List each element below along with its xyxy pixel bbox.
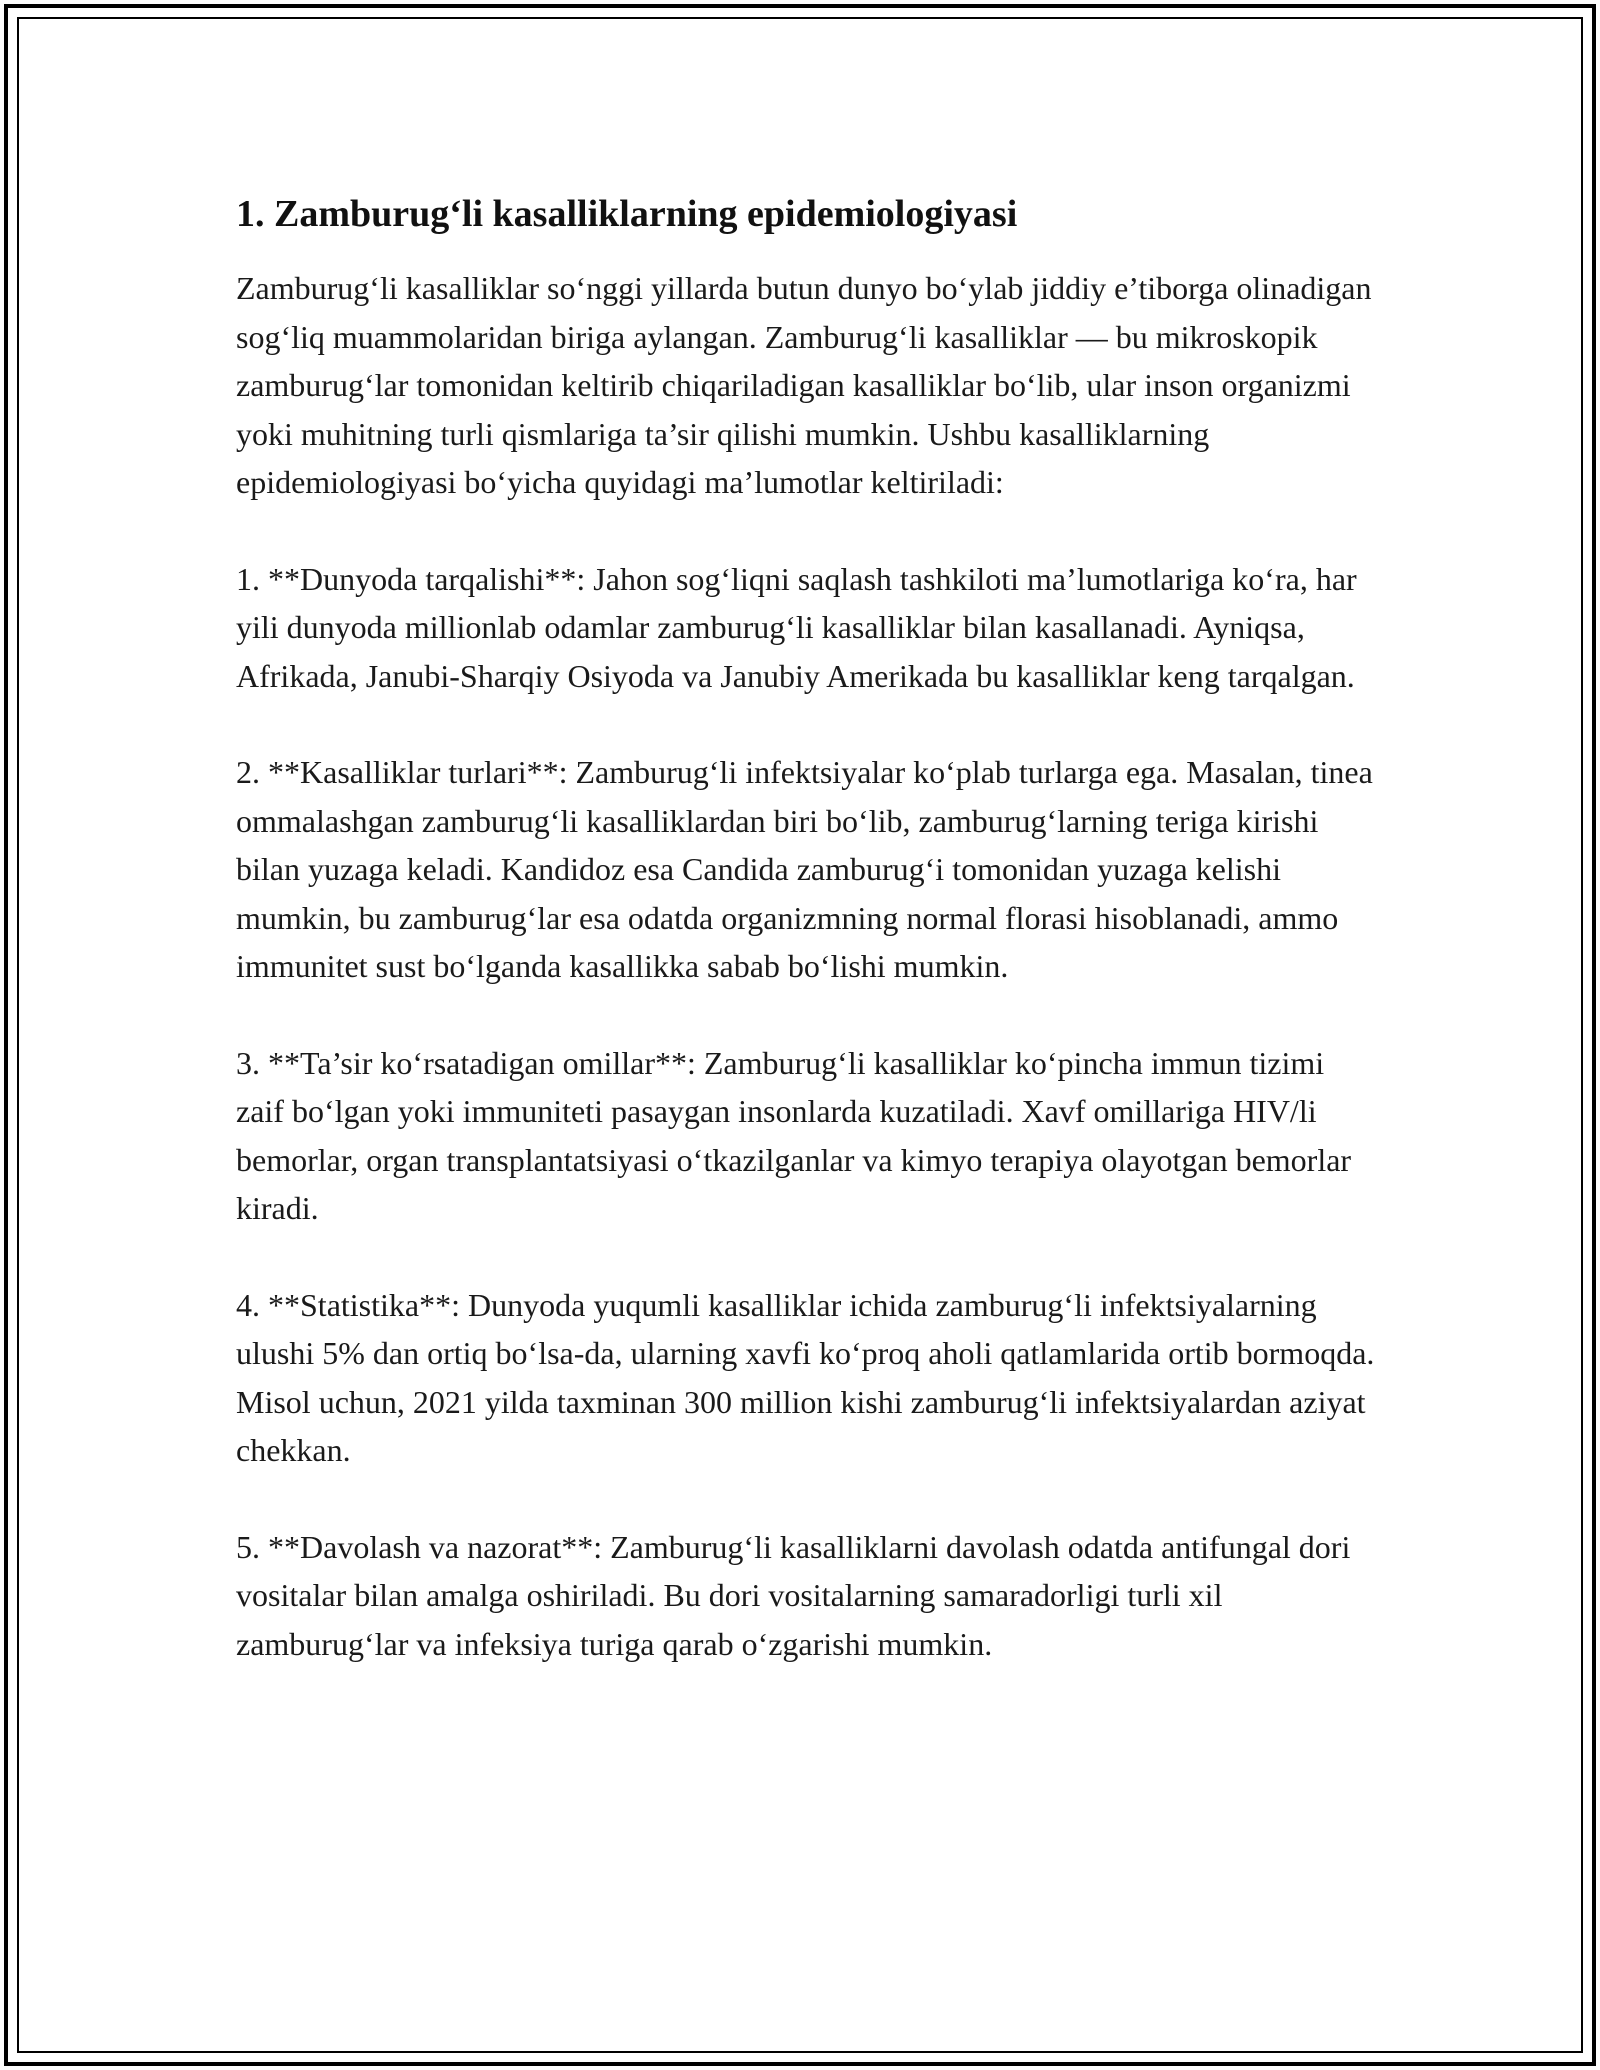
list-item-treatment: 5. **Davolash va nazorat**: Zamburug‘li kasalliklarni davolash odatda antifungal dori vositalar bilan amalga oshiriladi. Bu dori vositalarning samaradorligi turli xil zamburug‘lar va infeksiya turiga qarab o‘zgarishi mumkin.: [236, 1528, 1351, 1662]
intro-paragraph: Zamburug‘li kasalliklar so‘nggi yillarda butun dunyo bo‘ylab jiddiy e’tiborga olinadigan sog‘liq muammolaridan biriga aylangan. Zamburug‘li kasalliklar — bu mikroskopik zamburug‘lar tomonidan keltirib chiqariladigan kasalliklar bo‘lib, ular inson organizmi yoki muhitning turli qismlariga ta’sir qilishi mumkin. Ushbu kasalliklarning epidemiologiyasi bo‘yicha quyidagi ma’lumotlar keltiriladi:: [236, 270, 1372, 500]
section-heading: 1. Zamburug‘li kasalliklarning epidemiologiyasi: [236, 193, 1018, 235]
list-item-disease-types: 2. **Kasalliklar turlari**: Zamburug‘li infektsiyalar ko‘plab turlarga ega. Masalan, tinea ommalashgan zamburug‘li kasalliklardan biri bo‘lib, zamburug‘larning teriga kirishi bilan yuzaga keladi. Kandidoz esa Candida zamburug‘i tomonidan yuzaga kelishi mumkin, bu zamburug‘lar esa odatda organizmning normal florasi hisoblanadi, ammo immunitet sust bo‘lganda kasallikka sabab bo‘lishi mumkin.: [236, 754, 1373, 984]
list-item-distribution: 1. **Dunyoda tarqalishi**: Jahon sog‘liqni saqlash tashkiloti ma’lumotlariga ko‘ra, har yili dunyoda millionlab odamlar zamburug‘li kasalliklar bilan kasallanadi. Ayniqsa, Afrikada, Janubi-Sharqiy Osiyoda va Janubiy Amerikada bu kasalliklar keng tarqalgan.: [236, 560, 1357, 694]
list-item-risk-factors: 3. **Ta’sir ko‘rsatadigan omillar**: Zamburug‘li kasalliklar ko‘pincha immun tizimi zaif bo‘lgan yoki immuniteti pasaygan insonlarda kuzatiladi. Xavf omillariga HIV/li bemorlar, organ transplantatsiyasi o‘tkazilganlar va kimyo terapiya olayotgan bemorlar kiradi.: [236, 1044, 1352, 1226]
list-item-statistics: 4. **Statistika**: Dunyoda yuqumli kasalliklar ichida zamburug‘li infektsiyalarning ulushi 5% dan ortiq bo‘lsa-da, ularning xavfi ko‘proq aholi qatlamlarida ortib bormoqda. Misol uchun, 2021 yilda taxminan 300 million kishi zamburug‘li infektsiyalardan aziyat chekkan.: [236, 1286, 1375, 1468]
document-body: [236, 186, 1376, 1716]
